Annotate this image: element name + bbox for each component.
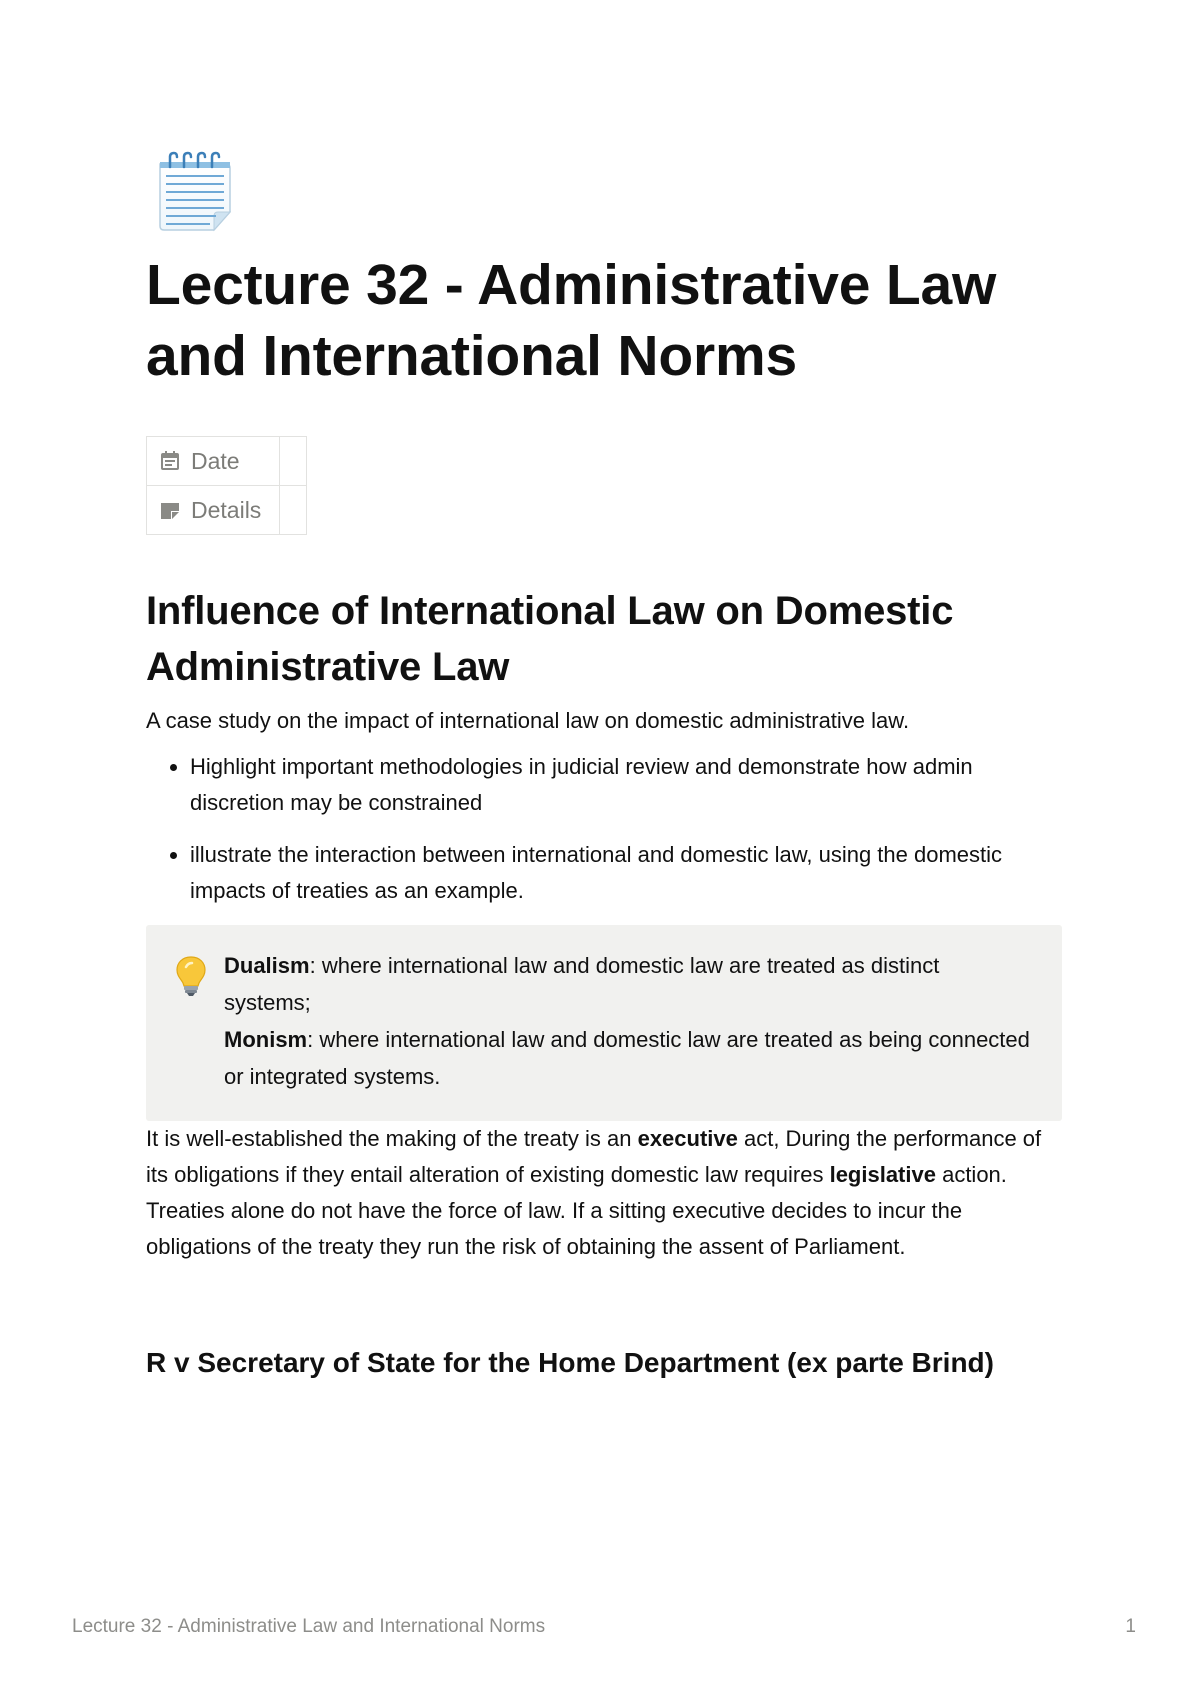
callout-box bbox=[146, 925, 1062, 1121]
page-title: Lecture 32 - Administrative Law and International Norms bbox=[146, 253, 997, 388]
property-row-date bbox=[147, 437, 307, 486]
properties-table bbox=[146, 436, 307, 535]
property-value-details[interactable] bbox=[280, 486, 307, 535]
lightbulb-icon bbox=[174, 955, 208, 997]
property-key-details[interactable] bbox=[147, 486, 280, 535]
property-value-date[interactable] bbox=[280, 437, 307, 486]
definition-monism: : where international law and domestic law are treated as being connected or integrated systems. bbox=[224, 1027, 1030, 1089]
list-item: • Highlight important methodologies in judicial review and demonstrate how admin discretion may be constrained bbox=[190, 749, 1062, 821]
property-key-date[interactable] bbox=[147, 437, 280, 486]
bold-legislative: legislative bbox=[829, 1162, 936, 1187]
treaty-paragraph: It is well-established the making of the treaty is an executive act, During the performance of its obligations if they entail alteration of existing domestic law requires legislative action. Treaties alone do not have the force of law. If a sitting executive decides to incur the obligations of the treaty they run the risk of obtaining the assent of Parliament. bbox=[146, 1126, 1042, 1259]
document-page bbox=[146, 150, 1062, 1383]
footer-page-number: 1 bbox=[1125, 1616, 1136, 1637]
calendar-icon bbox=[159, 450, 181, 472]
property-row-details bbox=[147, 486, 307, 535]
property-label-details: Details bbox=[191, 496, 262, 523]
callout-text bbox=[224, 947, 1032, 1095]
details-icon bbox=[159, 499, 181, 521]
footer-title: Lecture 32 - Administrative Law and International Norms bbox=[72, 1616, 546, 1637]
bullet-list bbox=[146, 749, 1062, 909]
property-label-date: Date bbox=[191, 447, 240, 474]
bold-executive: executive bbox=[637, 1126, 738, 1151]
list-item: • illustrate the interaction between international and domestic law, using the domestic impacts of treaties as an example. bbox=[190, 837, 1062, 909]
section-intro: A case study on the impact of international law on domestic administrative law. bbox=[146, 708, 910, 733]
term-monism: Monism bbox=[224, 1027, 308, 1052]
case-heading: R v Secretary of State for the Home Department (ex parte Brind) bbox=[146, 1347, 994, 1378]
term-dualism: Dualism bbox=[224, 953, 310, 978]
section-heading: Influence of International Law on Domestic Administrative Law bbox=[146, 589, 954, 689]
notepad-icon bbox=[156, 150, 236, 236]
definition-dualism: : where international law and domestic law are treated as distinct systems; bbox=[224, 953, 940, 1015]
